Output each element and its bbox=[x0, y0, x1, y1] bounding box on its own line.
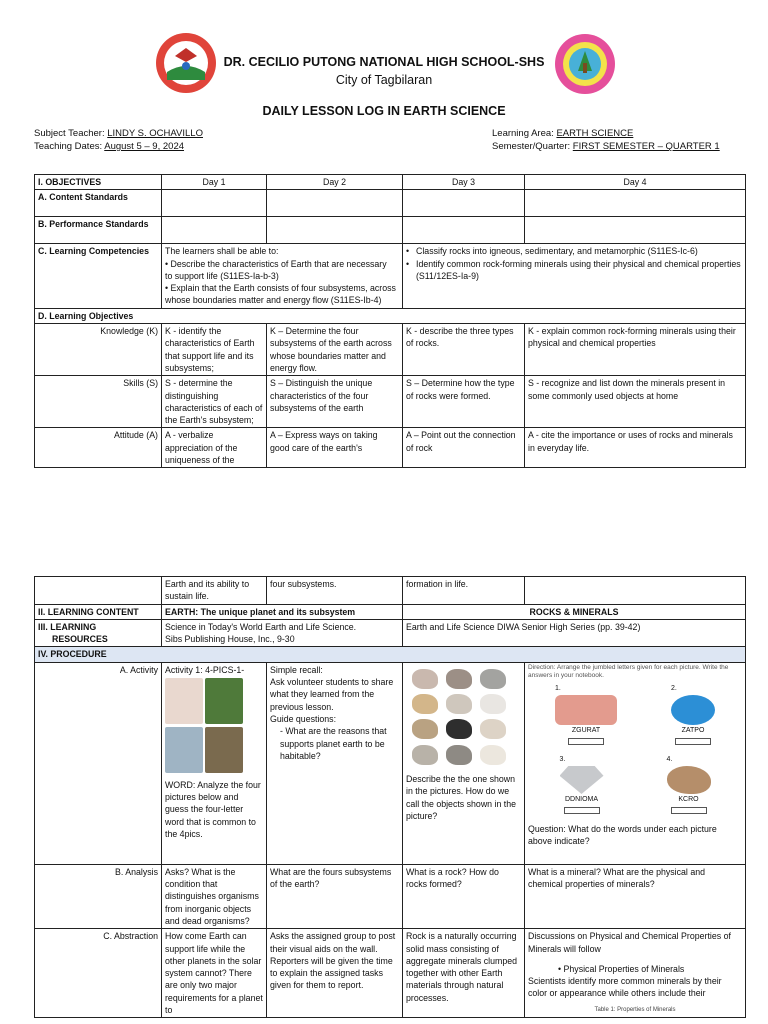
hospital-photo bbox=[165, 727, 203, 773]
area-value: EARTH SCIENCE bbox=[556, 128, 634, 139]
activity-day4: Direction: Arrange the jumbled letters given for each picture. Write the answers in your notebook. 1. ZGURAT 2. ZATPO 3. DDNIOMA 4. KCRO Question: What do the words under each picture above indicate? bbox=[525, 662, 746, 864]
abstraction-day3: Rock is a naturally occurring solid mass consisting of aggregate minerals clumped together with other Earth materials through natural processes. bbox=[403, 929, 525, 1018]
table-row bbox=[35, 647, 746, 662]
table-row bbox=[35, 217, 746, 244]
knowledge-day3: K - describe the three types of rocks. bbox=[403, 324, 525, 376]
day2-heading: Day 2 bbox=[267, 175, 403, 190]
table-row bbox=[35, 577, 746, 605]
rock-image bbox=[446, 669, 472, 689]
rock-image bbox=[480, 745, 506, 765]
analysis-label: B. Analysis bbox=[35, 864, 162, 928]
rock-image bbox=[446, 719, 472, 739]
abstraction-day4: Discussions on Physical and Chemical Properties of Minerals will follow • Physical Properties of Minerals Scientists identify more common minerals by their color or appearance while others include their Table 1: Properties of Minerals bbox=[525, 929, 746, 1018]
activity-day2: Simple recall: Ask volunteer students to share what they learned from the previous lesson. Guide questions: - What are the reasons that supports planet earth to be habitable? bbox=[267, 662, 403, 864]
attitude-label: Attitude (A) bbox=[35, 428, 162, 468]
content-standards-label: A. Content Standards bbox=[35, 190, 162, 217]
knowledge-day1: K - identify the characteristics of Earth that support life and its subsystems; bbox=[162, 324, 267, 376]
animal-photo bbox=[205, 727, 243, 773]
rock-image bbox=[480, 719, 506, 739]
rock-image bbox=[480, 669, 506, 689]
table-row bbox=[35, 190, 746, 217]
learning-content-day1-2: EARTH: The unique planet and its subsystem bbox=[162, 604, 403, 619]
area-info bbox=[492, 127, 720, 153]
page-title: DAILY LESSON LOG IN EARTH SCIENCE bbox=[262, 104, 506, 118]
continued-day2: four subsystems. bbox=[267, 577, 403, 605]
rock-image bbox=[412, 669, 438, 689]
continued-day1: Earth and its ability to sustain life. bbox=[162, 577, 267, 605]
answer-box bbox=[568, 738, 604, 745]
semester-value: FIRST SEMESTER – QUARTER 1 bbox=[572, 141, 720, 152]
rock-image bbox=[446, 745, 472, 765]
plants-photo bbox=[205, 678, 243, 724]
knowledge-day2: K – Determine the four subsystems of the earth across whose boundaries matter and energy flow. bbox=[267, 324, 403, 376]
page-2 bbox=[0, 560, 768, 1024]
rock-image bbox=[446, 694, 472, 714]
skills-day3: S – Determine how the type of rocks were formed. bbox=[403, 376, 525, 428]
lesson-table-procedure bbox=[34, 576, 746, 1018]
activity-day3: Describe the the one shown in the pictures. How do we call the objects shown in the picture? bbox=[403, 662, 525, 864]
table-row bbox=[35, 308, 746, 323]
table-header-row bbox=[35, 175, 746, 190]
performance-standards-label: B. Performance Standards bbox=[35, 217, 162, 244]
knowledge-label: Knowledge (K) bbox=[35, 324, 162, 376]
city-name: City of Tagbilaran bbox=[335, 73, 433, 87]
teacher-info bbox=[34, 127, 203, 153]
area-label: Learning Area: bbox=[492, 128, 554, 139]
table-row bbox=[35, 864, 746, 928]
skills-label: Skills (S) bbox=[35, 376, 162, 428]
continued-day3: formation in life. bbox=[403, 577, 525, 605]
learning-content-label: II. LEARNING CONTENT bbox=[35, 604, 162, 619]
mineral-item: 2. ZATPO bbox=[671, 683, 715, 751]
rock-image bbox=[480, 694, 506, 714]
attitude-day4: A - cite the importance or uses of rocks and minerals in everyday life. bbox=[525, 428, 746, 468]
rock-image bbox=[412, 719, 438, 739]
table-row bbox=[35, 619, 746, 647]
competencies-day1-2: The learners shall be able to: • Describe the characteristics of Earth that are necessary to support life (S11ES-Ia-b-3) • Explain that the Earth consists of four subsystems, across whose boundaries matter and energy flow (S11ES-Ib-4) bbox=[162, 244, 403, 308]
teacher-label: Subject Teacher: bbox=[34, 128, 105, 139]
learning-resources-day1-2: Science in Today's World Earth and Life Science. Sibs Publishing House, Inc., 9-30 bbox=[162, 619, 403, 647]
mineral-item: 1. ZGURAT bbox=[555, 683, 617, 751]
school-name: DR. CECILIO PUTONG NATIONAL HIGH SCHOOL-SHS bbox=[223, 55, 545, 69]
answer-box bbox=[564, 807, 600, 814]
analysis-day1: Asks? What is the condition that distinguishes organisms from inorganic objects and dead organisms? bbox=[162, 864, 267, 928]
mineral-item: 4. KCRO bbox=[667, 754, 711, 820]
baby-photo bbox=[165, 678, 203, 724]
competencies-day3-4: • Classify rocks into igneous, sedimentary, and metamorphic (S11ES-Ic-6) • Identify common rock-forming minerals using their physical and chemical properties (S11/12ES-Ia-9) bbox=[403, 244, 746, 308]
skills-day1: S - determine the distinguishing characteristics of each of the Earth's subsystem; bbox=[162, 376, 267, 428]
answer-box bbox=[675, 738, 711, 745]
topaz-gem-image bbox=[671, 695, 715, 725]
day3-heading: Day 3 bbox=[403, 175, 525, 190]
diamond-image bbox=[560, 766, 604, 794]
analysis-day3: What is a rock? How do rocks formed? bbox=[403, 864, 525, 928]
skills-day2: S – Distinguish the unique characteristics of the four subsystems of the earth bbox=[267, 376, 403, 428]
answer-box bbox=[671, 807, 707, 814]
abstraction-day2: Asks the assigned group to post their visual aids on the wall. Reporters will be given the time to explain the assigned tasks given for them to report. bbox=[267, 929, 403, 1018]
skills-day4: S - recognize and list down the minerals present in some commonly used objects at home bbox=[525, 376, 746, 428]
activity-day1: Activity 1: 4-PICS-1- WORD: Analyze the four pictures below and guess the four-letter word that is common to the 4pics. bbox=[162, 662, 267, 864]
rock-image bbox=[412, 745, 438, 765]
teacher-value: LINDY S. OCHAVILLO bbox=[107, 128, 203, 139]
knowledge-day4: K - explain common rock-forming minerals using their physical and chemical properties bbox=[525, 324, 746, 376]
table-row bbox=[35, 376, 746, 428]
dates-label: Teaching Dates: bbox=[34, 141, 103, 152]
analysis-day2: What are the fours subsystems of the earth? bbox=[267, 864, 403, 928]
attitude-day1: A - verbalize appreciation of the uniqueness of the bbox=[162, 428, 267, 468]
objectives-heading: I. OBJECTIVES bbox=[35, 175, 162, 190]
table-row bbox=[35, 244, 746, 308]
learning-content-day3-4: ROCKS & MINERALS bbox=[403, 604, 746, 619]
attitude-day3: A – Point out the connection of rock bbox=[403, 428, 525, 468]
topaz-image bbox=[555, 695, 617, 725]
abstraction-day1: How come Earth can support life while the other planets in the solar system cannot? There are only two major requirements for a planet to bbox=[162, 929, 267, 1018]
day4-heading: Day 4 bbox=[525, 175, 746, 190]
rock-sample-image bbox=[667, 766, 711, 794]
attitude-day2: A – Express ways on taking good care of the earth's bbox=[267, 428, 403, 468]
day1-heading: Day 1 bbox=[162, 175, 267, 190]
rocks-photo-grid bbox=[406, 664, 521, 773]
table-row bbox=[35, 604, 746, 619]
learning-competencies-label: C. Learning Competencies bbox=[35, 244, 162, 308]
learning-objectives-label: D. Learning Objectives bbox=[35, 308, 746, 323]
lesson-table-objectives bbox=[34, 174, 746, 468]
mineral-item: 3. DDNIOMA bbox=[560, 754, 604, 820]
abstraction-label: C. Abstraction bbox=[35, 929, 162, 1018]
dates-value: August 5 – 9, 2024 bbox=[104, 141, 185, 152]
four-pics-grid bbox=[165, 678, 263, 777]
rock-image bbox=[412, 694, 438, 714]
table-row bbox=[35, 428, 746, 468]
learning-resources-label: III. LEARNING RESOURCES bbox=[35, 619, 162, 647]
table-row bbox=[35, 929, 746, 1018]
learning-resources-day3-4: Earth and Life Science DIWA Senior High Series (pp. 39-42) bbox=[403, 619, 746, 647]
semester-label: Semester/Quarter: bbox=[492, 141, 571, 152]
procedure-heading: IV. PROCEDURE bbox=[35, 647, 746, 662]
activity-label: A. Activity bbox=[35, 662, 162, 864]
table-row bbox=[35, 324, 746, 376]
analysis-day4: What is a mineral? What are the physical and chemical properties of minerals? bbox=[525, 864, 746, 928]
table-row bbox=[35, 662, 746, 864]
